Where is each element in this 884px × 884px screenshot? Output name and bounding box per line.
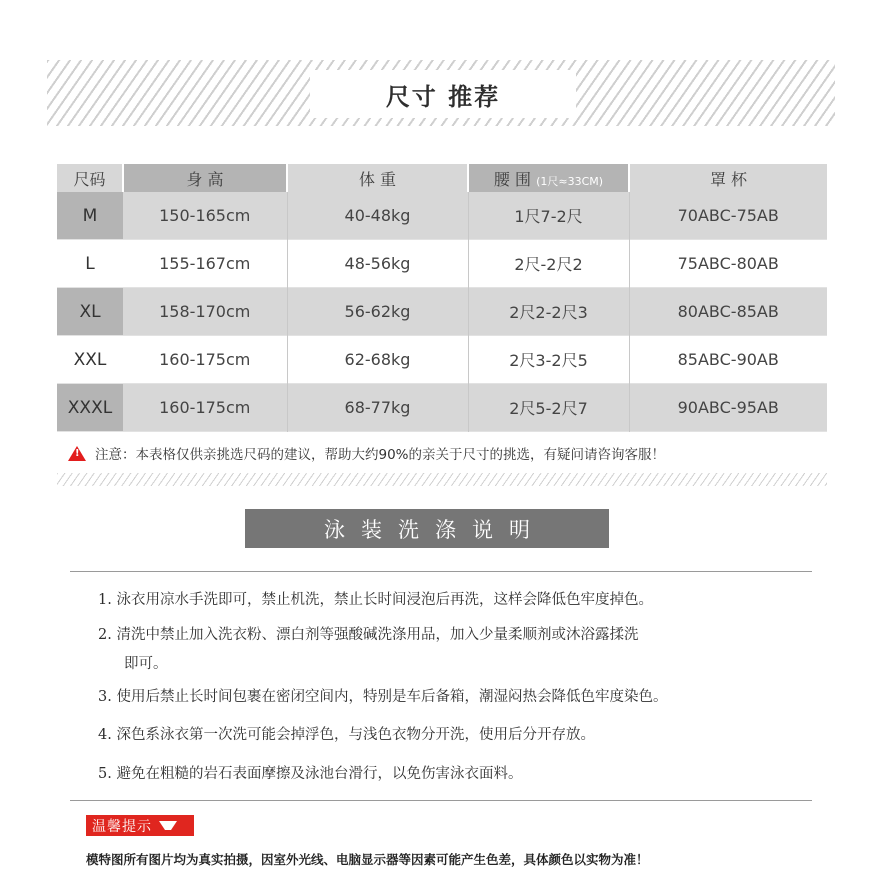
col-header-weight: 体 重	[287, 164, 468, 192]
table-row	[57, 336, 827, 384]
weight-cell: 62-68kg	[287, 336, 468, 384]
wash-title-text: 泳装洗涤说明	[324, 517, 546, 542]
col-header-size: 尺码	[57, 164, 123, 192]
warning-icon	[68, 446, 86, 461]
height-cell: 150-165cm	[123, 192, 287, 240]
size-cell: M	[57, 192, 123, 240]
weight-cell: 48-56kg	[287, 240, 468, 288]
list-item: 5. 避免在粗糙的岩石表面摩擦及泳池台滑行，以免伤害泳衣面料。	[98, 766, 523, 782]
table-row	[57, 384, 827, 432]
tips-text: 模特图所有图片均为真实拍摄，因室外光线、电脑显示器等因素可能产生色差，具体颜色以实物为准！	[86, 852, 649, 867]
cup-cell: 85ABC-90AB	[677, 350, 779, 369]
size-table	[57, 164, 827, 432]
size-cell: XL	[57, 288, 123, 336]
notice-text: 注意：本表格仅供亲挑选尺码的建议，帮助大约90%的亲关于尺寸的挑选，有疑问请咨询客服！	[95, 447, 666, 463]
list-item: 4. 深色系泳衣第一次洗可能会掉浮色，与浅色衣物分开洗，使用后分开存放。	[98, 727, 595, 743]
waist-cell: 2尺2-2尺3	[468, 288, 629, 336]
tips-label: 温馨提示	[92, 818, 152, 835]
divider-top	[70, 571, 812, 572]
waist-unit-note: (1尺≈33CM)	[536, 174, 604, 188]
weight-cell: 40-48kg	[287, 192, 468, 240]
weight-cell: 68-77kg	[287, 384, 468, 432]
size-cell: XXL	[57, 336, 123, 384]
table-row	[57, 192, 827, 240]
wash-section-title	[245, 509, 609, 548]
table-row	[57, 240, 827, 288]
size-notice	[68, 443, 828, 463]
hatch-divider	[57, 473, 827, 486]
cup-cell: 80ABC-85AB	[629, 288, 827, 336]
list-item: 3. 使用后禁止长时间包裹在密闭空间内，特别是车后备箱，潮湿闷热会降低色牢度染色。	[98, 689, 668, 705]
height-cell: 160-175cm	[123, 336, 287, 384]
list-item: 2. 清洗中禁止加入洗衣粉、漂白剂等强酸碱洗涤用品，加入少量柔顺剂或沐浴露揉洗	[98, 627, 639, 643]
cup-cell: 90ABC-95AB	[629, 384, 827, 432]
cup-cell: 70ABC-75AB	[629, 192, 827, 240]
cup-cell: 75ABC-80AB	[677, 254, 779, 273]
col-header-waist-label: 腰 围	[493, 169, 532, 189]
tips-tag	[86, 815, 194, 836]
weight-cell: 56-62kg	[287, 288, 468, 336]
header-title-box	[310, 70, 576, 118]
size-cell: L	[57, 240, 123, 288]
waist-cell: 2尺3-2尺5	[468, 336, 629, 384]
list-item: 1. 泳衣用凉水手洗即可，禁止机洗，禁止长时间浸泡后再洗，这样会降低色牢度掉色。	[98, 592, 653, 608]
col-header-cup: 罩 杯	[629, 164, 827, 192]
height-cell: 160-175cm	[123, 384, 287, 432]
height-cell: 158-170cm	[123, 288, 287, 336]
size-table-header	[57, 164, 827, 192]
col-header-waist	[468, 164, 629, 192]
col-header-height: 身 高	[123, 164, 287, 192]
size-cell: XXXL	[57, 384, 123, 432]
waist-cell: 2尺-2尺2	[468, 240, 629, 288]
table-row	[57, 288, 827, 336]
page-title: 尺寸 推荐	[385, 82, 501, 111]
list-item-continuation: 即可。	[124, 656, 168, 672]
triangle-down-icon	[159, 821, 177, 830]
divider-bottom	[70, 800, 812, 801]
waist-cell: 2尺5-2尺7	[468, 384, 629, 432]
height-cell: 155-167cm	[123, 240, 287, 288]
waist-cell: 1尺7-2尺	[468, 192, 629, 240]
